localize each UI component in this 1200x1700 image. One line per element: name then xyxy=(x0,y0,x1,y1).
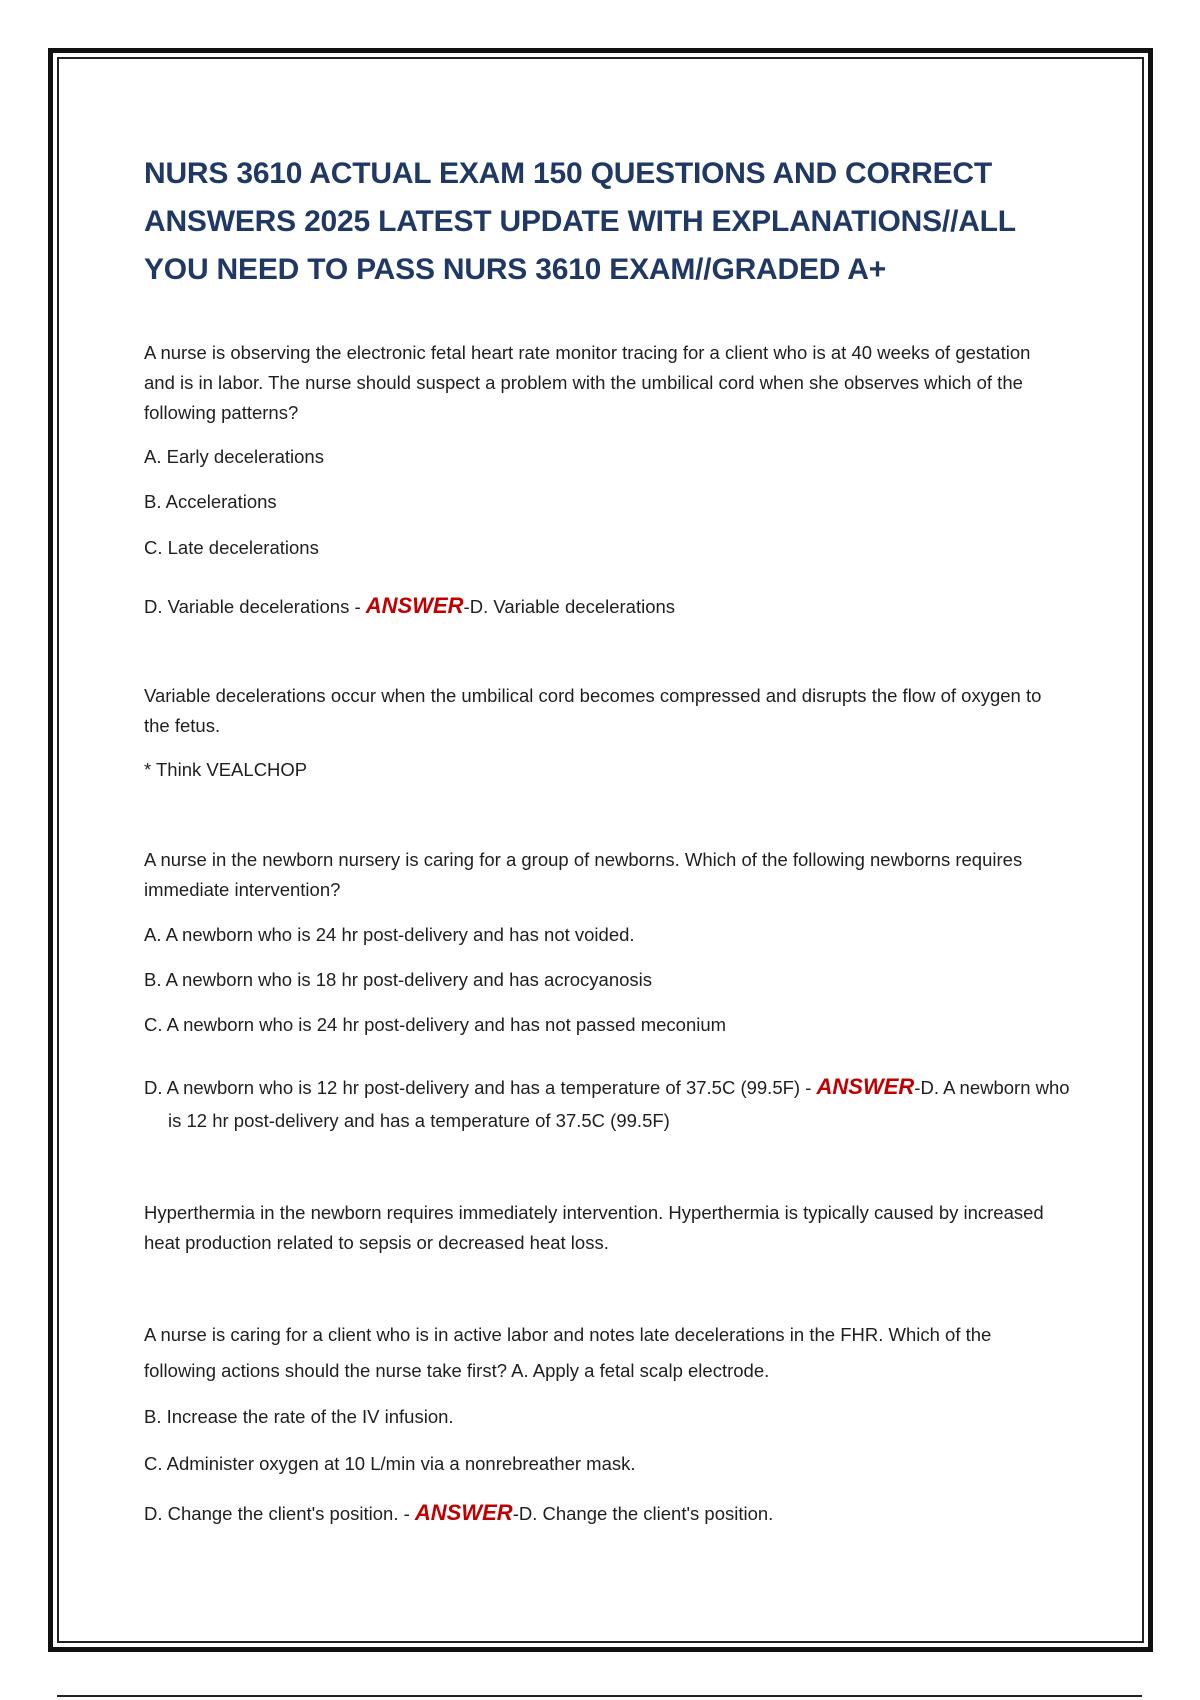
answer-text: -D. Change the client's position. xyxy=(512,1503,774,1524)
answer-label: ANSWER xyxy=(816,1074,915,1099)
explanation: Hyperthermia in the newborn requires immediately intervention. Hyperthermia is typically caused by increased heat production related to sepsis or decreased heat loss. xyxy=(144,1202,1044,1253)
option-d-answer xyxy=(144,591,1064,622)
option-d-text: D. Change the client's position. - xyxy=(144,1503,415,1524)
option-c: C. Administer oxygen at 10 L/min via a nonrebreather mask. xyxy=(144,1453,636,1474)
option-d-text: D. A newborn who is 12 hr post-delivery and has a temperature of 37.5C (99.5F) - xyxy=(144,1077,817,1098)
explanation-note: * Think VEALCHOP xyxy=(144,759,308,780)
option-c: C. Late decelerations xyxy=(144,537,319,558)
question-stem: A nurse is observing the electronic fetal heart rate monitor tracing for a client who is at 40 weeks of gestation and is in labor. The nurse should suspect a problem with the umbilical cord when she observes which of the following patterns? xyxy=(144,342,1031,423)
option-a: A. Early decelerations xyxy=(144,446,324,467)
question-3-stem: A nurse is caring for a client who is in active labor and notes late decelerations in the FHR. Which of the following actions should the nurse take first? A. Apply a fetal scalp electrode. xyxy=(144,1324,992,1381)
option-a: A. A newborn who is 24 hr post-delivery and has not voided. xyxy=(144,924,635,945)
option-b: B. Increase the rate of the IV infusion. xyxy=(144,1406,454,1427)
option-d-text: D. Variable decelerations - xyxy=(144,596,366,617)
answer-text: -D. Variable decelerations xyxy=(463,596,676,617)
document-content xyxy=(144,150,1070,1525)
option-d-answer xyxy=(144,1070,1088,1137)
answer-text: -D. A newborn who is 12 hr post-delivery and has a temperature of 37.5C (99.5F) xyxy=(168,1077,1070,1131)
question-1 xyxy=(144,338,1064,428)
answer-label: ANSWER xyxy=(414,1500,513,1525)
option-c: C. A newborn who is 24 hr post-delivery and has not passed meconium xyxy=(144,1014,727,1035)
option-d-answer xyxy=(144,1498,1064,1529)
document-title: NURS 3610 ACTUAL EXAM 150 QUESTIONS AND CORRECT ANSWERS 2025 LATEST UPDATE WITH EXPLANATIONS//ALL YOU NEED TO PASS NURS 3610 EXAM//GRADED A+ xyxy=(144,157,1016,286)
question-2-stem: A nurse in the newborn nursery is caring for a group of newborns. Which of the following newborns requires immediate intervention? xyxy=(144,849,1023,900)
answer-label: ANSWER xyxy=(365,593,464,618)
option-b: B. Accelerations xyxy=(144,491,277,512)
explanation: Variable decelerations occur when the umbilical cord becomes compressed and disrupts the flow of oxygen to the fetus. xyxy=(144,685,1042,736)
option-b: B. A newborn who is 18 hr post-delivery and has acrocyanosis xyxy=(144,969,653,990)
bottom-rule xyxy=(57,1695,1142,1697)
